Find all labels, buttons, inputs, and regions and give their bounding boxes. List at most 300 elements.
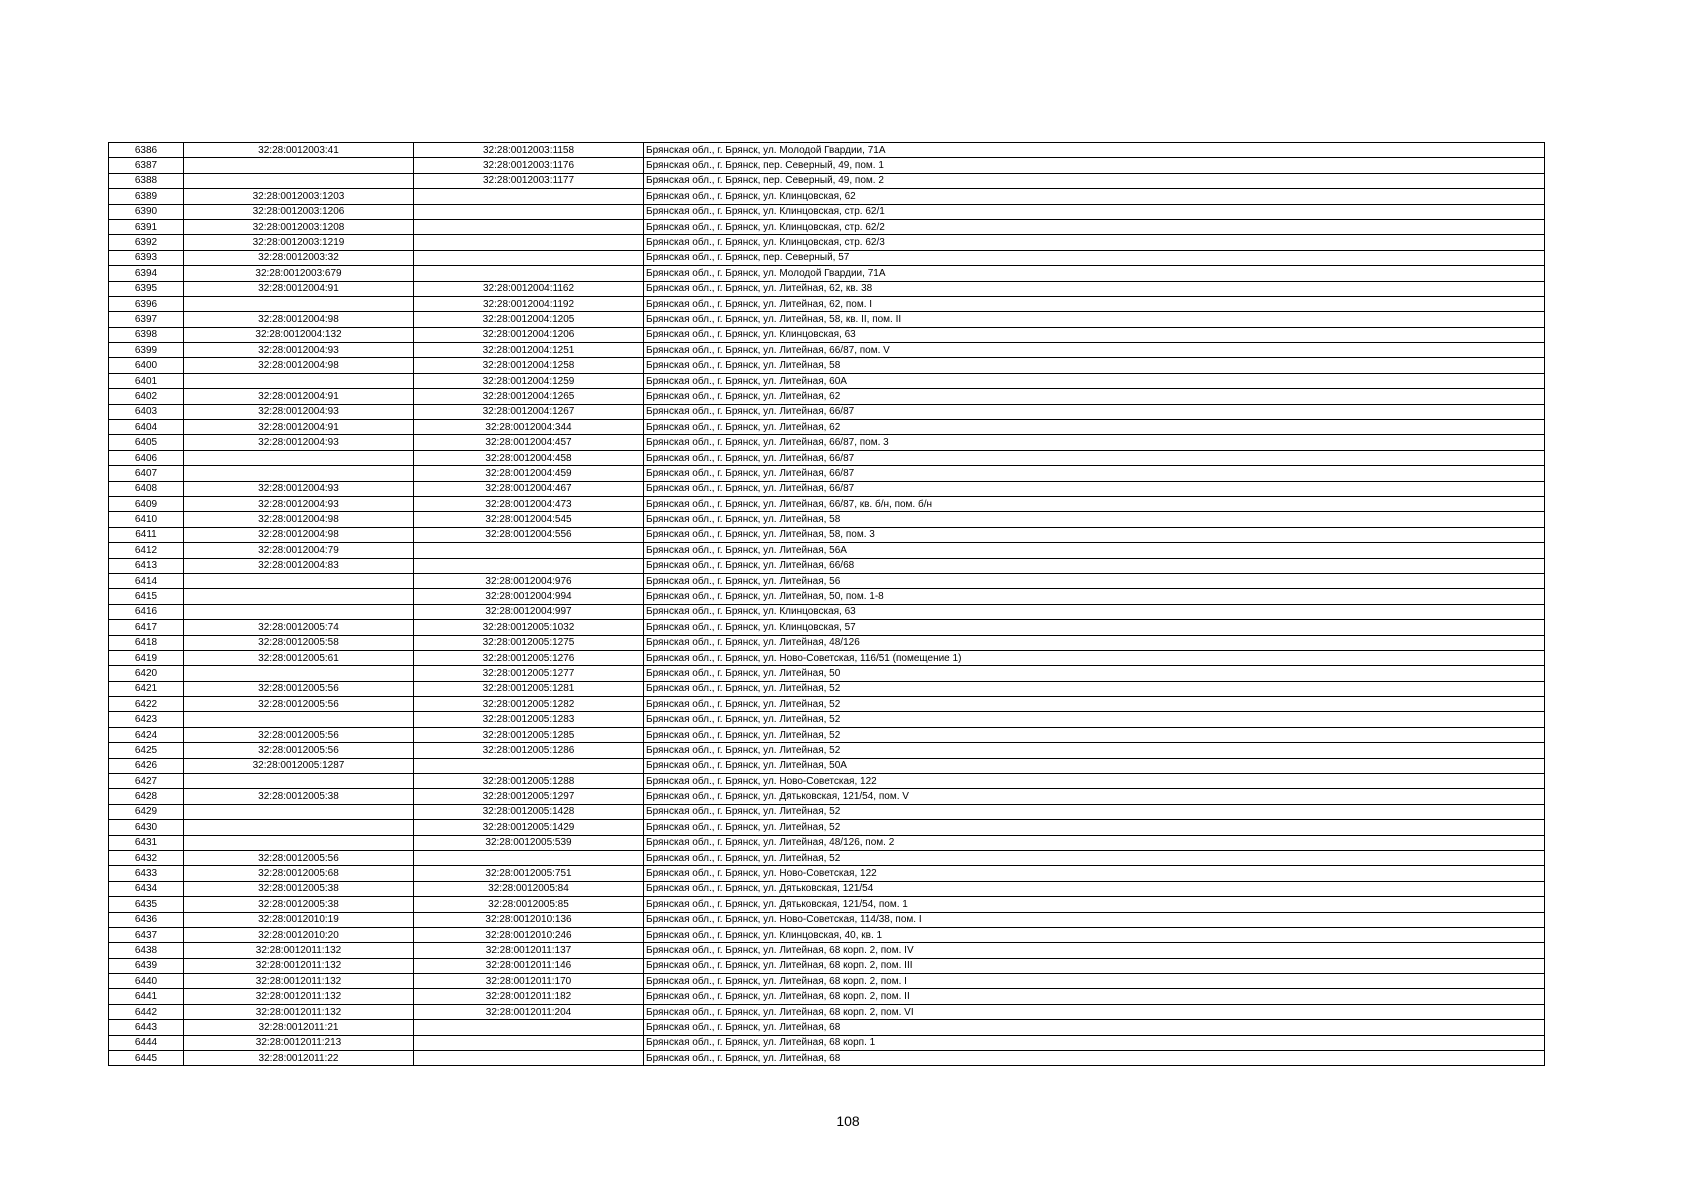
table-row xyxy=(109,435,1545,450)
table-row xyxy=(109,866,1545,881)
land-cadastral-number-cell: 32:28:0012004:93 xyxy=(184,496,414,511)
page-number: 108 xyxy=(836,1113,860,1129)
building-cadastral-number-cell: 32:28:0012011:170 xyxy=(414,974,644,989)
table-row xyxy=(109,250,1545,265)
row-number-cell: 6419 xyxy=(109,650,184,665)
row-number-cell: 6398 xyxy=(109,327,184,342)
building-cadastral-number-cell: 32:28:0012005:1428 xyxy=(414,804,644,819)
address-cell: Брянская обл., г. Брянск, ул. Литейная, 66/87 xyxy=(644,481,1545,496)
row-number-cell: 6412 xyxy=(109,543,184,558)
row-number-cell: 6387 xyxy=(109,158,184,173)
row-number-cell: 6396 xyxy=(109,296,184,311)
land-cadastral-number-cell: 32:28:0012004:79 xyxy=(184,543,414,558)
building-cadastral-number-cell: 32:28:0012005:1276 xyxy=(414,650,644,665)
row-number-cell: 6391 xyxy=(109,219,184,234)
table-row xyxy=(109,496,1545,511)
table-row xyxy=(109,789,1545,804)
building-cadastral-number-cell: 32:28:0012003:1177 xyxy=(414,173,644,188)
row-number-cell: 6392 xyxy=(109,235,184,250)
row-number-cell: 6402 xyxy=(109,389,184,404)
land-cadastral-number-cell: 32:28:0012003:32 xyxy=(184,250,414,265)
row-number-cell: 6435 xyxy=(109,897,184,912)
land-cadastral-number-cell xyxy=(184,158,414,173)
row-number-cell: 6404 xyxy=(109,420,184,435)
building-cadastral-number-cell: 32:28:0012010:246 xyxy=(414,927,644,942)
address-cell: Брянская обл., г. Брянск, ул. Литейная, 58 xyxy=(644,358,1545,373)
row-number-cell: 6445 xyxy=(109,1051,184,1066)
building-cadastral-number-cell: 32:28:0012005:751 xyxy=(414,866,644,881)
building-cadastral-number-cell: 32:28:0012004:1205 xyxy=(414,312,644,327)
building-cadastral-number-cell xyxy=(414,1020,644,1035)
table-row xyxy=(109,143,1545,158)
address-cell: Брянская обл., г. Брянск, пер. Северный, 57 xyxy=(644,250,1545,265)
table-row xyxy=(109,850,1545,865)
land-cadastral-number-cell: 32:28:0012011:213 xyxy=(184,1035,414,1050)
table-row xyxy=(109,958,1545,973)
table-row xyxy=(109,697,1545,712)
address-cell: Брянская обл., г. Брянск, ул. Литейная, 52 xyxy=(644,697,1545,712)
building-cadastral-number-cell: 32:28:0012005:1281 xyxy=(414,681,644,696)
row-number-cell: 6439 xyxy=(109,958,184,973)
address-cell: Брянская обл., г. Брянск, ул. Литейная, 68 xyxy=(644,1020,1545,1035)
land-cadastral-number-cell: 32:28:0012011:132 xyxy=(184,943,414,958)
building-cadastral-number-cell xyxy=(414,266,644,281)
row-number-cell: 6390 xyxy=(109,204,184,219)
address-cell: Брянская обл., г. Брянск, ул. Литейная, 58, кв. II, пом. II xyxy=(644,312,1545,327)
row-number-cell: 6415 xyxy=(109,589,184,604)
table-row xyxy=(109,266,1545,281)
building-cadastral-number-cell: 32:28:0012005:1285 xyxy=(414,727,644,742)
address-cell: Брянская обл., г. Брянск, пер. Северный, 49, пом. 1 xyxy=(644,158,1545,173)
table-row xyxy=(109,897,1545,912)
address-cell: Брянская обл., г. Брянск, ул. Клинцовская, 63 xyxy=(644,327,1545,342)
row-number-cell: 6406 xyxy=(109,450,184,465)
table-row xyxy=(109,881,1545,896)
address-cell: Брянская обл., г. Брянск, ул. Литейная, 50 xyxy=(644,666,1545,681)
table-row xyxy=(109,635,1545,650)
row-number-cell: 6421 xyxy=(109,681,184,696)
address-cell: Брянская обл., г. Брянск, ул. Литейная, 62 xyxy=(644,420,1545,435)
address-cell: Брянская обл., г. Брянск, ул. Молодой Гвардии, 71А xyxy=(644,266,1545,281)
address-cell: Брянская обл., г. Брянск, ул. Литейная, 66/87 xyxy=(644,404,1545,419)
address-cell: Брянская обл., г. Брянск, ул. Клинцовская, 40, кв. 1 xyxy=(644,927,1545,942)
address-cell: Брянская обл., г. Брянск, ул. Литейная, 50А xyxy=(644,758,1545,773)
table-row xyxy=(109,943,1545,958)
table-row xyxy=(109,312,1545,327)
row-number-cell: 6441 xyxy=(109,989,184,1004)
row-number-cell: 6399 xyxy=(109,343,184,358)
land-cadastral-number-cell: 32:28:0012004:132 xyxy=(184,327,414,342)
land-cadastral-number-cell xyxy=(184,604,414,619)
address-cell: Брянская обл., г. Брянск, ул. Клинцовская, 57 xyxy=(644,620,1545,635)
building-cadastral-number-cell: 32:28:0012011:204 xyxy=(414,1004,644,1019)
table-row xyxy=(109,343,1545,358)
row-number-cell: 6425 xyxy=(109,743,184,758)
building-cadastral-number-cell: 32:28:0012004:545 xyxy=(414,512,644,527)
building-cadastral-number-cell xyxy=(414,204,644,219)
address-cell: Брянская обл., г. Брянск, ул. Литейная, 68 корп. 1 xyxy=(644,1035,1545,1050)
table-row xyxy=(109,604,1545,619)
building-cadastral-number-cell: 32:28:0012005:1032 xyxy=(414,620,644,635)
land-cadastral-number-cell: 32:28:0012003:1203 xyxy=(184,189,414,204)
address-cell: Брянская обл., г. Брянск, ул. Литейная, 66/87, пом. 3 xyxy=(644,435,1545,450)
building-cadastral-number-cell: 32:28:0012003:1158 xyxy=(414,143,644,158)
land-cadastral-number-cell: 32:28:0012004:93 xyxy=(184,435,414,450)
address-cell: Брянская обл., г. Брянск, ул. Литейная, 68 корп. 2, пом. VI xyxy=(644,1004,1545,1019)
building-cadastral-number-cell: 32:28:0012005:1283 xyxy=(414,712,644,727)
building-cadastral-number-cell xyxy=(414,543,644,558)
table-row xyxy=(109,189,1545,204)
address-cell: Брянская обл., г. Брянск, ул. Клинцовская, стр. 62/2 xyxy=(644,219,1545,234)
land-cadastral-number-cell: 32:28:0012004:98 xyxy=(184,312,414,327)
building-cadastral-number-cell: 32:28:0012004:1251 xyxy=(414,343,644,358)
land-cadastral-number-cell: 32:28:0012003:1208 xyxy=(184,219,414,234)
table-row xyxy=(109,666,1545,681)
table-row xyxy=(109,543,1545,558)
land-cadastral-number-cell: 32:28:0012004:91 xyxy=(184,389,414,404)
table-row xyxy=(109,219,1545,234)
address-cell: Брянская обл., г. Брянск, ул. Ново-Советская, 114/38, пом. I xyxy=(644,912,1545,927)
row-number-cell: 6403 xyxy=(109,404,184,419)
address-cell: Брянская обл., г. Брянск, ул. Литейная, 68 корп. 2, пом. I xyxy=(644,974,1545,989)
address-cell: Брянская обл., г. Брянск, ул. Литейная, 58 xyxy=(644,512,1545,527)
row-number-cell: 6431 xyxy=(109,835,184,850)
land-cadastral-number-cell xyxy=(184,666,414,681)
row-number-cell: 6422 xyxy=(109,697,184,712)
address-cell: Брянская обл., г. Брянск, ул. Молодой Гвардии, 71А xyxy=(644,143,1545,158)
row-number-cell: 6409 xyxy=(109,496,184,511)
land-cadastral-number-cell: 32:28:0012010:20 xyxy=(184,927,414,942)
table-row xyxy=(109,743,1545,758)
building-cadastral-number-cell: 32:28:0012004:1258 xyxy=(414,358,644,373)
building-cadastral-number-cell: 32:28:0012005:1429 xyxy=(414,820,644,835)
land-cadastral-number-cell: 32:28:0012005:56 xyxy=(184,727,414,742)
row-number-cell: 6400 xyxy=(109,358,184,373)
table-row xyxy=(109,296,1545,311)
address-cell: Брянская обл., г. Брянск, ул. Литейная, 66/87, кв. б/н, пом. б/н xyxy=(644,496,1545,511)
table-row xyxy=(109,1004,1545,1019)
row-number-cell: 6405 xyxy=(109,435,184,450)
address-cell: Брянская обл., г. Брянск, ул. Литейная, 66/87, пом. V xyxy=(644,343,1545,358)
land-cadastral-number-cell: 32:28:0012005:56 xyxy=(184,681,414,696)
address-cell: Брянская обл., г. Брянск, ул. Литейная, 66/68 xyxy=(644,558,1545,573)
building-cadastral-number-cell: 32:28:0012004:1162 xyxy=(414,281,644,296)
address-cell: Брянская обл., г. Брянск, ул. Литейная, 68 xyxy=(644,1051,1545,1066)
address-cell: Брянская обл., г. Брянск, ул. Литейная, 62, пом. I xyxy=(644,296,1545,311)
land-cadastral-number-cell: 32:28:0012005:74 xyxy=(184,620,414,635)
land-cadastral-number-cell: 32:28:0012005:38 xyxy=(184,789,414,804)
table-row xyxy=(109,527,1545,542)
building-cadastral-number-cell: 32:28:0012004:1206 xyxy=(414,327,644,342)
building-cadastral-number-cell xyxy=(414,189,644,204)
building-cadastral-number-cell: 32:28:0012005:1288 xyxy=(414,774,644,789)
row-number-cell: 6442 xyxy=(109,1004,184,1019)
building-cadastral-number-cell: 32:28:0012005:1286 xyxy=(414,743,644,758)
address-cell: Брянская обл., г. Брянск, ул. Литейная, 66/87 xyxy=(644,466,1545,481)
building-cadastral-number-cell: 32:28:0012005:84 xyxy=(414,881,644,896)
row-number-cell: 6428 xyxy=(109,789,184,804)
land-cadastral-number-cell: 32:28:0012004:98 xyxy=(184,527,414,542)
row-number-cell: 6389 xyxy=(109,189,184,204)
row-number-cell: 6443 xyxy=(109,1020,184,1035)
table-row xyxy=(109,327,1545,342)
building-cadastral-number-cell: 32:28:0012005:1275 xyxy=(414,635,644,650)
table-row xyxy=(109,681,1545,696)
address-cell: Брянская обл., г. Брянск, ул. Литейная, 52 xyxy=(644,804,1545,819)
land-cadastral-number-cell xyxy=(184,450,414,465)
land-cadastral-number-cell xyxy=(184,173,414,188)
building-cadastral-number-cell: 32:28:0012003:1176 xyxy=(414,158,644,173)
table-row xyxy=(109,989,1545,1004)
address-cell: Брянская обл., г. Брянск, ул. Литейная, 66/87 xyxy=(644,450,1545,465)
table-row xyxy=(109,373,1545,388)
land-cadastral-number-cell xyxy=(184,774,414,789)
land-cadastral-number-cell xyxy=(184,804,414,819)
address-cell: Брянская обл., г. Брянск, ул. Литейная, 52 xyxy=(644,712,1545,727)
row-number-cell: 6411 xyxy=(109,527,184,542)
land-cadastral-number-cell xyxy=(184,296,414,311)
address-cell: Брянская обл., г. Брянск, ул. Литейная, 48/126 xyxy=(644,635,1545,650)
address-cell: Брянская обл., г. Брянск, ул. Ново-Советская, 122 xyxy=(644,866,1545,881)
building-cadastral-number-cell: 32:28:0012004:344 xyxy=(414,420,644,435)
address-cell: Брянская обл., г. Брянск, ул. Клинцовская, 62 xyxy=(644,189,1545,204)
building-cadastral-number-cell: 32:28:0012004:997 xyxy=(414,604,644,619)
table-row xyxy=(109,481,1545,496)
land-cadastral-number-cell: 32:28:0012005:61 xyxy=(184,650,414,665)
table-row xyxy=(109,281,1545,296)
building-cadastral-number-cell xyxy=(414,250,644,265)
land-cadastral-number-cell xyxy=(184,712,414,727)
address-cell: Брянская обл., г. Брянск, ул. Литейная, 68 корп. 2, пом. III xyxy=(644,958,1545,973)
land-cadastral-number-cell: 32:28:0012003:679 xyxy=(184,266,414,281)
address-cell: Брянская обл., г. Брянск, ул. Клинцовская, стр. 62/1 xyxy=(644,204,1545,219)
land-cadastral-number-cell: 32:28:0012011:132 xyxy=(184,974,414,989)
table-row xyxy=(109,389,1545,404)
row-number-cell: 6407 xyxy=(109,466,184,481)
land-cadastral-number-cell: 32:28:0012011:21 xyxy=(184,1020,414,1035)
building-cadastral-number-cell: 32:28:0012011:182 xyxy=(414,989,644,1004)
row-number-cell: 6427 xyxy=(109,774,184,789)
land-cadastral-number-cell: 32:28:0012004:93 xyxy=(184,481,414,496)
address-cell: Брянская обл., г. Брянск, ул. Литейная, 62, кв. 38 xyxy=(644,281,1545,296)
table-row xyxy=(109,204,1545,219)
land-cadastral-number-cell: 32:28:0012003:1206 xyxy=(184,204,414,219)
row-number-cell: 6394 xyxy=(109,266,184,281)
land-cadastral-number-cell: 32:28:0012010:19 xyxy=(184,912,414,927)
table-row xyxy=(109,927,1545,942)
building-cadastral-number-cell xyxy=(414,850,644,865)
address-cell: Брянская обл., г. Брянск, ул. Литейная, 52 xyxy=(644,820,1545,835)
building-cadastral-number-cell: 32:28:0012005:1297 xyxy=(414,789,644,804)
address-cell: Брянская обл., г. Брянск, ул. Дятьковская, 121/54, пом. 1 xyxy=(644,897,1545,912)
row-number-cell: 6429 xyxy=(109,804,184,819)
table-row xyxy=(109,573,1545,588)
building-cadastral-number-cell xyxy=(414,1035,644,1050)
row-number-cell: 6393 xyxy=(109,250,184,265)
table-row xyxy=(109,1020,1545,1035)
registry-table-body xyxy=(109,143,1545,1066)
building-cadastral-number-cell xyxy=(414,1051,644,1066)
land-cadastral-number-cell xyxy=(184,373,414,388)
address-cell: Брянская обл., г. Брянск, ул. Клинцовская, стр. 62/3 xyxy=(644,235,1545,250)
row-number-cell: 6417 xyxy=(109,620,184,635)
building-cadastral-number-cell: 32:28:0012004:976 xyxy=(414,573,644,588)
building-cadastral-number-cell: 32:28:0012011:137 xyxy=(414,943,644,958)
address-cell: Брянская обл., г. Брянск, ул. Литейная, 62 xyxy=(644,389,1545,404)
row-number-cell: 6424 xyxy=(109,727,184,742)
building-cadastral-number-cell: 32:28:0012004:459 xyxy=(414,466,644,481)
address-cell: Брянская обл., г. Брянск, ул. Литейная, 52 xyxy=(644,850,1545,865)
building-cadastral-number-cell: 32:28:0012004:1265 xyxy=(414,389,644,404)
address-cell: Брянская обл., г. Брянск, ул. Литейная, 52 xyxy=(644,681,1545,696)
row-number-cell: 6420 xyxy=(109,666,184,681)
table-row xyxy=(109,512,1545,527)
address-cell: Брянская обл., г. Брянск, ул. Литейная, 68 корп. 2, пом. II xyxy=(644,989,1545,1004)
address-cell: Брянская обл., г. Брянск, ул. Литейная, 56 xyxy=(644,573,1545,588)
land-cadastral-number-cell: 32:28:0012011:132 xyxy=(184,989,414,1004)
address-cell: Брянская обл., г. Брянск, ул. Дятьковская, 121/54, пом. V xyxy=(644,789,1545,804)
row-number-cell: 6397 xyxy=(109,312,184,327)
land-cadastral-number-cell: 32:28:0012004:91 xyxy=(184,420,414,435)
building-cadastral-number-cell: 32:28:0012004:473 xyxy=(414,496,644,511)
building-cadastral-number-cell: 32:28:0012011:146 xyxy=(414,958,644,973)
building-cadastral-number-cell: 32:28:0012005:85 xyxy=(414,897,644,912)
row-number-cell: 6408 xyxy=(109,481,184,496)
building-cadastral-number-cell: 32:28:0012004:994 xyxy=(414,589,644,604)
row-number-cell: 6432 xyxy=(109,850,184,865)
table-row xyxy=(109,620,1545,635)
building-cadastral-number-cell: 32:28:0012005:1282 xyxy=(414,697,644,712)
row-number-cell: 6414 xyxy=(109,573,184,588)
table-row xyxy=(109,404,1545,419)
table-row xyxy=(109,650,1545,665)
land-cadastral-number-cell xyxy=(184,589,414,604)
row-number-cell: 6423 xyxy=(109,712,184,727)
address-cell: Брянская обл., г. Брянск, ул. Литейная, 60А xyxy=(644,373,1545,388)
building-cadastral-number-cell: 32:28:0012004:467 xyxy=(414,481,644,496)
row-number-cell: 6416 xyxy=(109,604,184,619)
building-cadastral-number-cell xyxy=(414,558,644,573)
row-number-cell: 6388 xyxy=(109,173,184,188)
address-cell: Брянская обл., г. Брянск, ул. Литейная, 52 xyxy=(644,727,1545,742)
row-number-cell: 6410 xyxy=(109,512,184,527)
land-cadastral-number-cell xyxy=(184,835,414,850)
table-row xyxy=(109,173,1545,188)
land-cadastral-number-cell: 32:28:0012005:38 xyxy=(184,881,414,896)
table-row xyxy=(109,974,1545,989)
address-cell: Брянская обл., г. Брянск, ул. Литейная, 56А xyxy=(644,543,1545,558)
building-cadastral-number-cell: 32:28:0012005:539 xyxy=(414,835,644,850)
address-cell: Брянская обл., г. Брянск, ул. Клинцовская, 63 xyxy=(644,604,1545,619)
building-cadastral-number-cell: 32:28:0012004:1259 xyxy=(414,373,644,388)
building-cadastral-number-cell: 32:28:0012004:556 xyxy=(414,527,644,542)
address-cell: Брянская обл., г. Брянск, ул. Литейная, 48/126, пом. 2 xyxy=(644,835,1545,850)
building-cadastral-number-cell: 32:28:0012004:1192 xyxy=(414,296,644,311)
land-cadastral-number-cell: 32:28:0012004:93 xyxy=(184,404,414,419)
building-cadastral-number-cell: 32:28:0012010:136 xyxy=(414,912,644,927)
building-cadastral-number-cell xyxy=(414,235,644,250)
table-row xyxy=(109,835,1545,850)
table-row xyxy=(109,912,1545,927)
building-cadastral-number-cell: 32:28:0012004:1267 xyxy=(414,404,644,419)
land-cadastral-number-cell xyxy=(184,820,414,835)
address-cell: Брянская обл., г. Брянск, пер. Северный, 49, пом. 2 xyxy=(644,173,1545,188)
table-row xyxy=(109,450,1545,465)
row-number-cell: 6426 xyxy=(109,758,184,773)
row-number-cell: 6444 xyxy=(109,1035,184,1050)
address-cell: Брянская обл., г. Брянск, ул. Литейная, 50, пом. 1-8 xyxy=(644,589,1545,604)
cadastral-registry-table xyxy=(108,142,1545,1066)
building-cadastral-number-cell xyxy=(414,219,644,234)
table-row xyxy=(109,1051,1545,1066)
table-row xyxy=(109,712,1545,727)
address-cell: Брянская обл., г. Брянск, ул. Ново-Советская, 122 xyxy=(644,774,1545,789)
row-number-cell: 6418 xyxy=(109,635,184,650)
building-cadastral-number-cell xyxy=(414,758,644,773)
table-row xyxy=(109,774,1545,789)
row-number-cell: 6436 xyxy=(109,912,184,927)
land-cadastral-number-cell: 32:28:0012004:98 xyxy=(184,512,414,527)
address-cell: Брянская обл., г. Брянск, ул. Литейная, 52 xyxy=(644,743,1545,758)
table-row xyxy=(109,820,1545,835)
land-cadastral-number-cell: 32:28:0012004:91 xyxy=(184,281,414,296)
land-cadastral-number-cell: 32:28:0012005:68 xyxy=(184,866,414,881)
land-cadastral-number-cell: 32:28:0012011:132 xyxy=(184,1004,414,1019)
table-row xyxy=(109,804,1545,819)
building-cadastral-number-cell: 32:28:0012004:458 xyxy=(414,450,644,465)
table-row xyxy=(109,235,1545,250)
land-cadastral-number-cell: 32:28:0012005:58 xyxy=(184,635,414,650)
address-cell: Брянская обл., г. Брянск, ул. Ново-Советская, 116/51 (помещение 1) xyxy=(644,650,1545,665)
land-cadastral-number-cell: 32:28:0012011:22 xyxy=(184,1051,414,1066)
building-cadastral-number-cell: 32:28:0012005:1277 xyxy=(414,666,644,681)
row-number-cell: 6438 xyxy=(109,943,184,958)
table-row xyxy=(109,358,1545,373)
row-number-cell: 6395 xyxy=(109,281,184,296)
table-row xyxy=(109,1035,1545,1050)
table-row xyxy=(109,758,1545,773)
table-row xyxy=(109,727,1545,742)
land-cadastral-number-cell: 32:28:0012005:56 xyxy=(184,850,414,865)
table-row xyxy=(109,589,1545,604)
address-cell: Брянская обл., г. Брянск, ул. Литейная, 68 корп. 2, пом. IV xyxy=(644,943,1545,958)
land-cadastral-number-cell: 32:28:0012005:1287 xyxy=(184,758,414,773)
land-cadastral-number-cell: 32:28:0012003:41 xyxy=(184,143,414,158)
address-cell: Брянская обл., г. Брянск, ул. Литейная, 58, пом. 3 xyxy=(644,527,1545,542)
land-cadastral-number-cell: 32:28:0012005:56 xyxy=(184,697,414,712)
land-cadastral-number-cell xyxy=(184,466,414,481)
land-cadastral-number-cell: 32:28:0012005:56 xyxy=(184,743,414,758)
row-number-cell: 6386 xyxy=(109,143,184,158)
row-number-cell: 6440 xyxy=(109,974,184,989)
row-number-cell: 6430 xyxy=(109,820,184,835)
building-cadastral-number-cell: 32:28:0012004:457 xyxy=(414,435,644,450)
land-cadastral-number-cell: 32:28:0012004:98 xyxy=(184,358,414,373)
land-cadastral-number-cell: 32:28:0012005:38 xyxy=(184,897,414,912)
land-cadastral-number-cell: 32:28:0012003:1219 xyxy=(184,235,414,250)
row-number-cell: 6434 xyxy=(109,881,184,896)
table-row xyxy=(109,466,1545,481)
row-number-cell: 6437 xyxy=(109,927,184,942)
land-cadastral-number-cell: 32:28:0012004:83 xyxy=(184,558,414,573)
table-row xyxy=(109,158,1545,173)
land-cadastral-number-cell: 32:28:0012004:93 xyxy=(184,343,414,358)
row-number-cell: 6433 xyxy=(109,866,184,881)
row-number-cell: 6401 xyxy=(109,373,184,388)
land-cadastral-number-cell: 32:28:0012011:132 xyxy=(184,958,414,973)
land-cadastral-number-cell xyxy=(184,573,414,588)
row-number-cell: 6413 xyxy=(109,558,184,573)
